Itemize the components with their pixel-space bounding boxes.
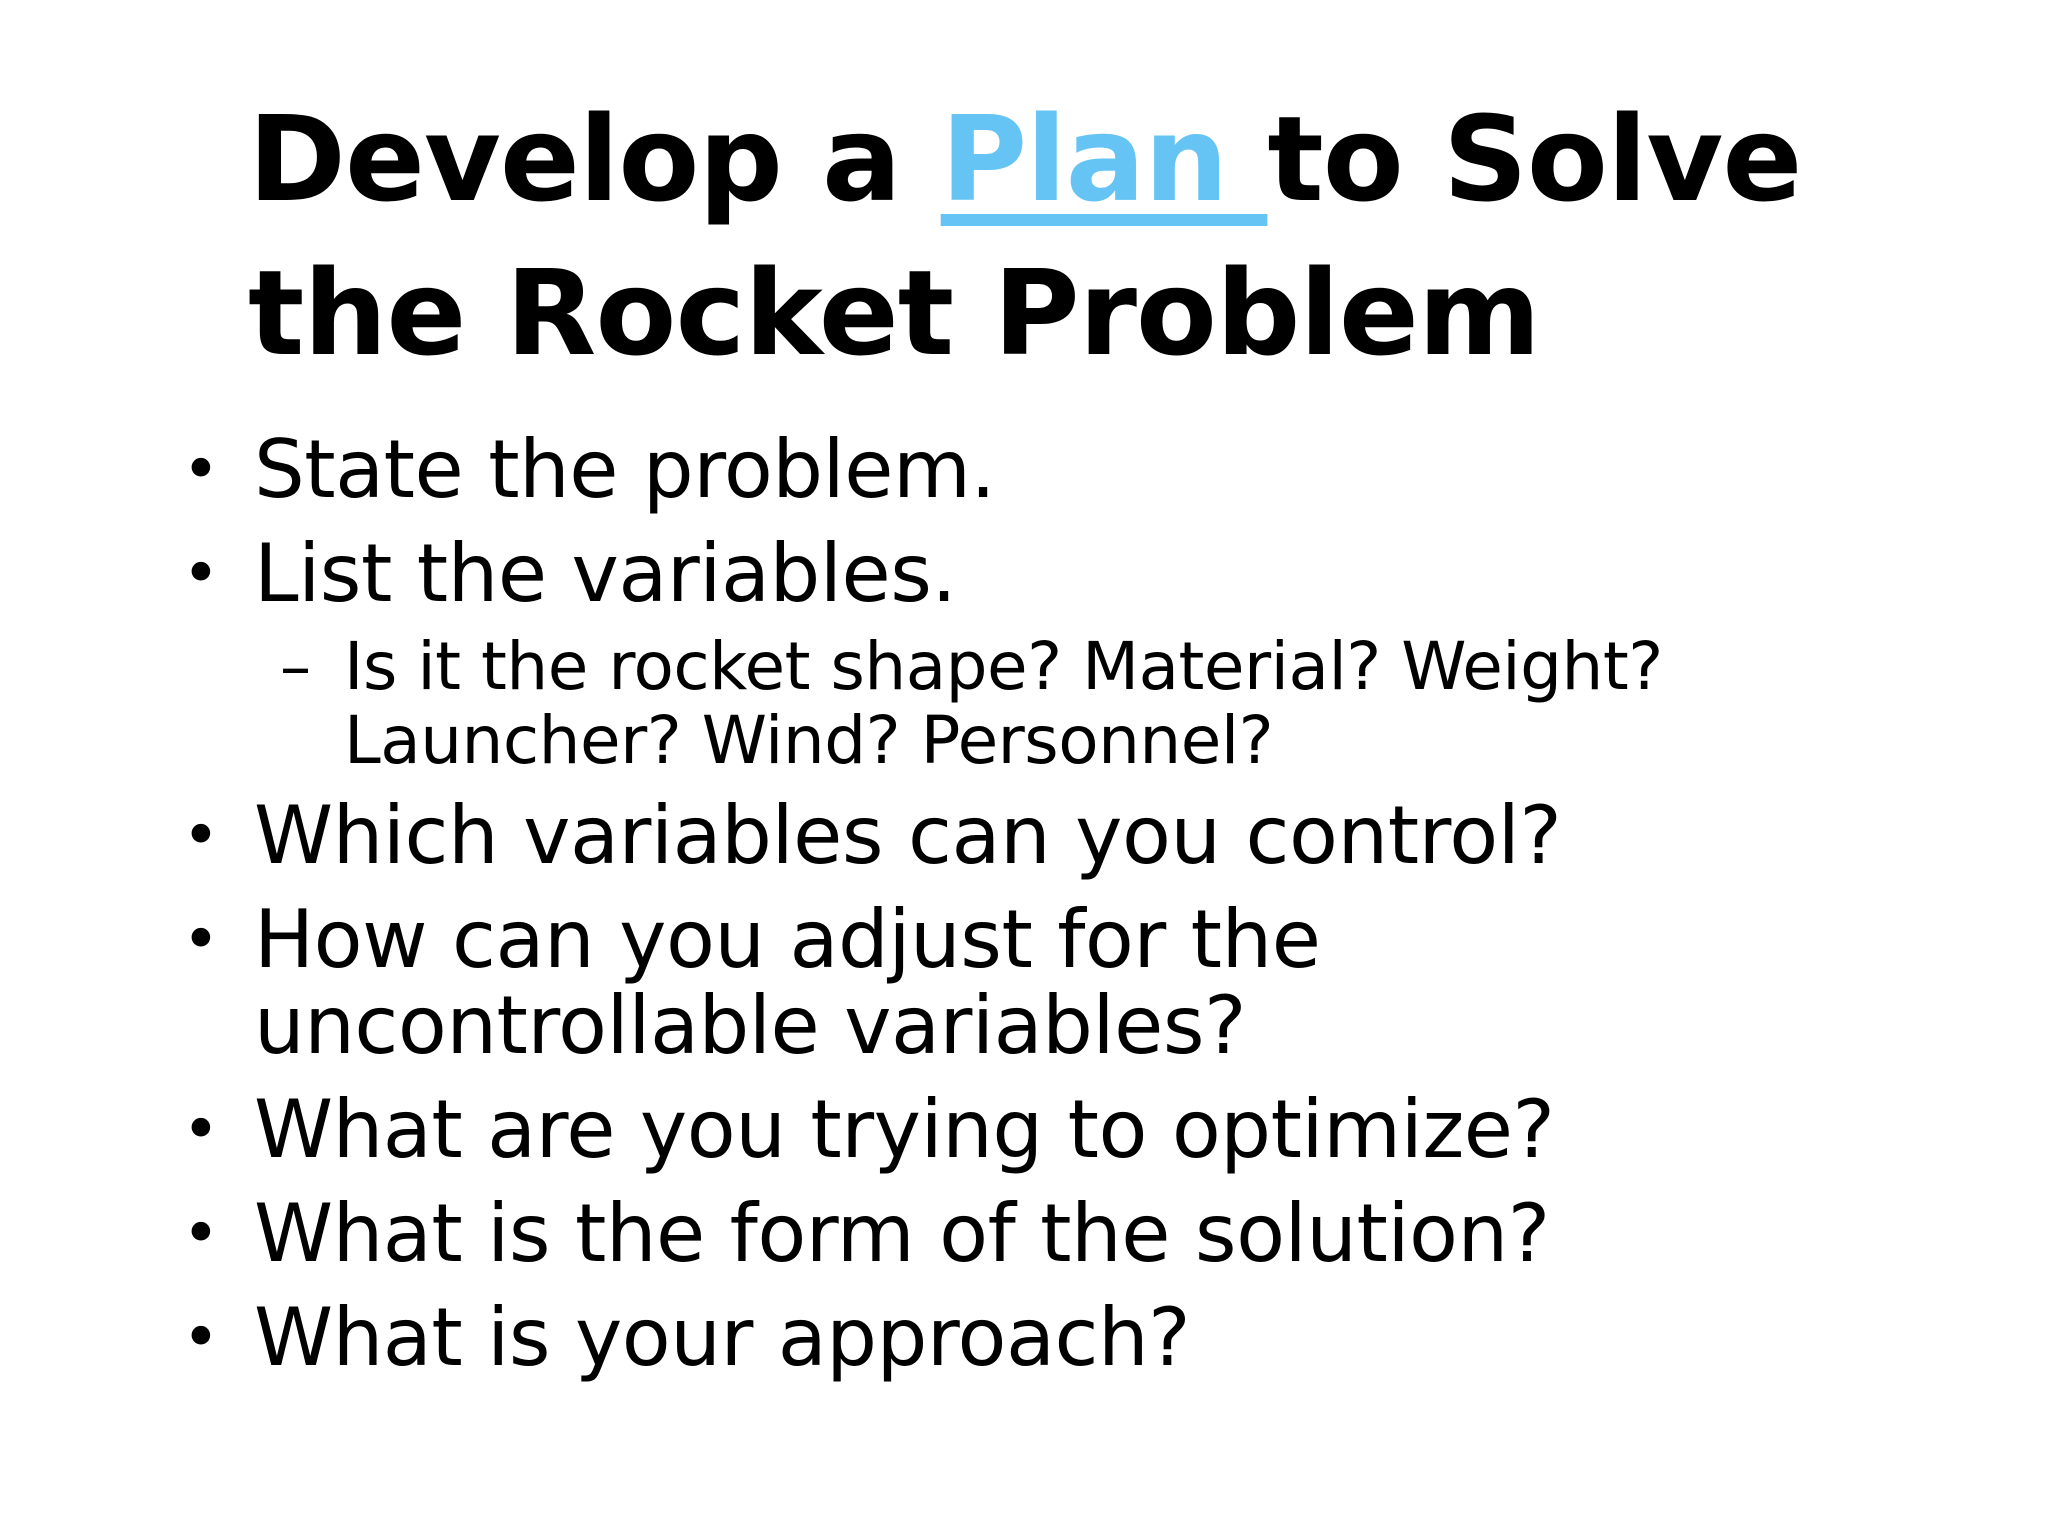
- bullet-dot-icon: •: [182, 799, 220, 873]
- bullet-text: State the problem.: [254, 423, 996, 516]
- title-part-2: to Solve the Rocket Problem: [248, 90, 1802, 382]
- bullet-text: How can you adjust for the uncontrollable variables?: [254, 893, 1321, 1072]
- bullet-text: Which variables can you control?: [254, 789, 1562, 882]
- bullet-item: [182, 1182, 1882, 1286]
- title-part-1: Develop a: [248, 90, 941, 228]
- bullet-dot-icon: •: [182, 537, 220, 611]
- bullet-dot-icon: •: [182, 903, 220, 977]
- bullet-item: [182, 888, 1882, 1078]
- bullet-dot-icon: •: [182, 1301, 220, 1375]
- bullet-dot-icon: •: [182, 433, 220, 507]
- bullet-item: [182, 418, 1882, 522]
- title-highlight-link[interactable]: Plan: [940, 90, 1268, 228]
- bullet-text: List the variables.: [254, 527, 957, 620]
- bullet-text: What is the form of the solution?: [254, 1187, 1550, 1280]
- slide-title: [248, 82, 1868, 390]
- sub-bullet-item: [280, 626, 1882, 784]
- bullet-dot-icon: •: [182, 1197, 220, 1271]
- bullet-text: What is your approach?: [254, 1291, 1191, 1384]
- bullet-item: [182, 784, 1882, 888]
- bullet-list: [182, 418, 1882, 1390]
- bullet-item: [182, 1078, 1882, 1182]
- sub-bullet-text: Is it the rocket shape? Material? Weight? Launcher? Wind? Personnel?: [344, 628, 1663, 779]
- bullet-text: What are you trying to optimize?: [254, 1083, 1555, 1176]
- sub-bullet-dash-icon: –: [280, 630, 311, 703]
- bullet-item: [182, 522, 1882, 626]
- bullet-item: [182, 1286, 1882, 1390]
- bullet-dot-icon: •: [182, 1093, 220, 1167]
